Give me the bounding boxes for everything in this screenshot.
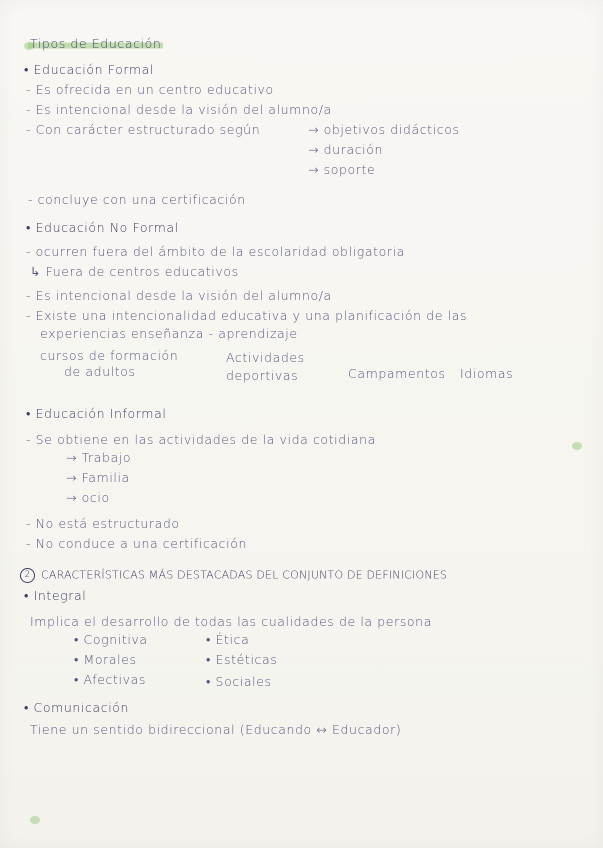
formal-arrow-1: → objetivos didácticos (308, 122, 460, 137)
formal-line-2: - Es intencional desde la visión del alumno/a (26, 102, 332, 117)
page-title: Tipos de Educación (30, 36, 162, 51)
section-2-title: CARACTERÍSTICAS MÁS DESTACADAS DEL CONJUNTO DE DEFINICIONES (41, 568, 448, 582)
informal-arrow-3: → ocio (66, 490, 110, 505)
example-courses: cursos de formación (40, 348, 179, 363)
example-activities-2: deportivas (226, 368, 299, 383)
quality-social: • Sociales (206, 674, 272, 689)
informal-line-3: - No conduce a una certificación (26, 536, 248, 551)
formal-arrow-3: → soporte (308, 162, 376, 177)
example-activities: Actividades (226, 350, 305, 365)
no-formal-line-4: - Existe una intencionalidad educativa y una planificación de las (26, 308, 468, 323)
communication-heading: • Comunicación (24, 700, 130, 715)
quality-affective: • Afectivas (74, 672, 146, 687)
highlight-mark (30, 816, 40, 824)
communication-description: Tiene un sentido bidireccional (Educando ↔ Educador) (30, 722, 402, 737)
quality-ethics: • Ética (206, 632, 250, 647)
no-formal-line-3: - Es intencional desde la visión del alumno/a (26, 288, 332, 303)
example-languages: Idiomas (460, 366, 514, 381)
integral-description: Implica el desarrollo de todas las cualidades de la persona (30, 614, 432, 629)
section-number: 2 (20, 568, 35, 583)
no-formal-line-2: ↳ Fuera de centros educativos (30, 264, 239, 279)
no-formal-line-1: - ocurren fuera del ámbito de la escolaridad obligatoria (26, 244, 405, 259)
informal-arrow-2: → Familia (66, 470, 130, 485)
section-2-heading (20, 568, 447, 583)
highlight-mark (572, 442, 582, 450)
informal-line-1: - Se obtiene en las actividades de la vida cotidiana (26, 432, 376, 447)
formal-line-4: - concluye con una certificación (28, 192, 246, 207)
no-formal-heading: • Educación No Formal (26, 220, 179, 235)
integral-heading: • Integral (24, 588, 87, 603)
formal-line-3: - Con carácter estructurado según (26, 122, 261, 137)
no-formal-line-5: experiencias enseñanza - aprendizaje (40, 326, 298, 341)
informal-heading: • Educación Informal (26, 406, 167, 421)
formal-line-1: - Es ofrecida en un centro educativo (26, 82, 274, 97)
informal-arrow-1: → Trabajo (66, 450, 132, 465)
quality-cognitive: • Cognitiva (74, 632, 148, 647)
informal-line-2: - No está estructurado (26, 516, 180, 531)
quality-moral: • Morales (74, 652, 137, 667)
example-camps: Campamentos (348, 366, 446, 381)
formal-heading: • Educación Formal (24, 62, 154, 77)
formal-arrow-2: → duración (308, 142, 384, 157)
example-courses-2: de adultos (64, 364, 136, 379)
quality-aesthetic: • Estéticas (206, 652, 278, 667)
